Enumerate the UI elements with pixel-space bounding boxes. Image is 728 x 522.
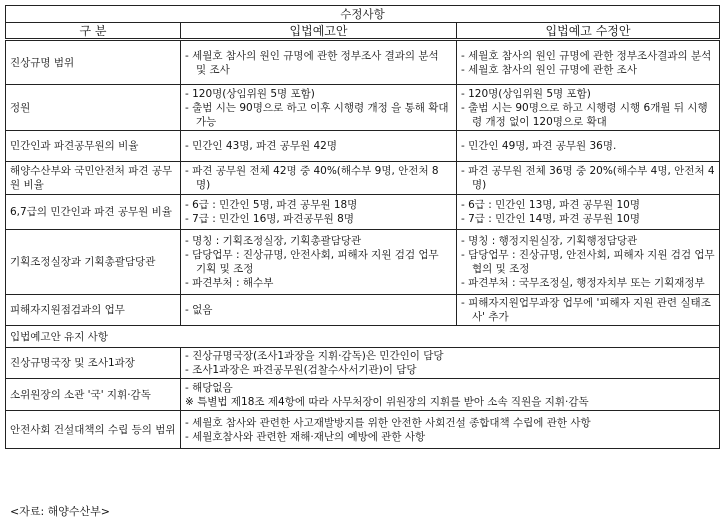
row-content	[181, 348, 720, 379]
header-category: 구 분	[6, 23, 181, 40]
table-row	[6, 162, 720, 195]
source-caption: <자료: 해양수산부>	[10, 505, 111, 518]
list-item: - 6급 : 민간인 13명, 파견 공무원 10명	[461, 199, 641, 211]
list-item: - 민간인 49명, 파견 공무원 36명.	[461, 140, 617, 152]
row-category: 민간인과 파견공무원의 비율	[6, 131, 181, 162]
table-row	[6, 348, 720, 379]
row-category: 기획조정실장과 기획총괄담당관	[6, 230, 181, 295]
row-category: 피해자지원점검과의 업무	[6, 295, 181, 326]
table-row	[6, 411, 720, 449]
row-original	[181, 85, 457, 131]
list-item: - 120명(상임위원 5명 포함)	[461, 87, 591, 100]
list-item: - 세월호참사와 관련한 재해·재난의 예방에 관한 사항	[185, 430, 426, 443]
row-original	[181, 195, 457, 230]
list-item: - 출범 시는 90명으로 하고 시행령 시행 6개월 뒤 시행령 개정 없이 120명으로 확대	[461, 101, 708, 128]
maintained-rows	[6, 348, 720, 449]
table-row	[6, 131, 720, 162]
row-revised	[457, 295, 720, 326]
list-item: - 세월호 참사의 원인 규명에 관한 정부조사결과의 분석	[461, 49, 712, 62]
table-row	[6, 85, 720, 131]
list-item: - 담당업무 : 진상규명, 안전사회, 피해자 지원 검검 업무 기획 및 조정	[185, 249, 439, 275]
comparison-rows	[6, 40, 720, 326]
list-item: - 담당업무 : 진상규명, 안전사회, 피해자 지원 검검 업무 협의 및 조정	[461, 249, 715, 275]
row-revised	[457, 85, 720, 131]
list-item: - 진상규명국장(조사1과장을 지휘·감독)은 민간인이 담당	[185, 350, 444, 362]
list-item: - 120명(상임위원 5명 포함)	[185, 87, 315, 100]
row-original	[181, 230, 457, 295]
list-item: - 6급 : 민간인 5명, 파견 공무원 18명	[185, 199, 358, 211]
comparison-table-wrapper	[5, 5, 719, 449]
row-original	[181, 40, 457, 85]
header-original: 입법예고안	[181, 23, 457, 40]
row-category: 소위원장의 소관 '국' 지휘·감독	[6, 379, 181, 411]
list-item: - 해당없음	[185, 381, 233, 394]
row-original	[181, 162, 457, 195]
list-item: - 피해자지원업무과장 업무에 '피해자 지원 관련 실태조사' 추가	[461, 297, 711, 323]
row-category: 진상규명국장 및 조사1과장	[6, 348, 181, 379]
row-revised	[457, 162, 720, 195]
list-item: - 조사1과장은 파견공무원(검찰수사서기관)이 담당	[185, 364, 417, 376]
row-revised	[457, 131, 720, 162]
list-item: - 민간인 43명, 파견 공무원 42명	[185, 140, 337, 152]
list-item: - 명칭 : 행정지원실장, 기획행정담당관	[461, 235, 638, 247]
row-original	[181, 295, 457, 326]
section-title: 입법예고안 유지 사항	[6, 326, 720, 348]
table-row	[6, 195, 720, 230]
list-item: - 명칭 : 기획조정실장, 기획총괄담당관	[185, 235, 362, 247]
list-item: - 파견 공무원 전체 42명 중 40%(해수부 9명, 안전처 8명)	[185, 165, 439, 191]
table-row	[6, 379, 720, 411]
table-row	[6, 295, 720, 326]
row-revised	[457, 40, 720, 85]
row-category: 안전사회 건설대책의 수립 등의 범위	[6, 411, 181, 449]
row-category: 6,7급의 민간인과 파견 공무원 비율	[6, 195, 181, 230]
row-revised	[457, 195, 720, 230]
row-content	[181, 411, 720, 449]
row-category: 정원	[6, 85, 181, 131]
note-text: ※ 특별법 제18조 제4항에 따라 사무처장이 위원장의 지휘를 받아 소속 직원을 지휘·감독	[185, 395, 589, 408]
row-original	[181, 131, 457, 162]
row-content	[181, 379, 720, 411]
list-item: - 세월호 참사의 원인 규명에 관한 조사	[461, 63, 637, 76]
row-revised	[457, 230, 720, 295]
table-row	[6, 40, 720, 85]
table-title: 수정사항	[6, 6, 720, 23]
row-category: 진상규명 범위	[6, 40, 181, 85]
list-item: - 세월호 참사와 관련한 사고재발방지를 위한 안전한 사회건설 종합대책 수립에 관한 사항	[185, 416, 591, 429]
comparison-table	[5, 5, 720, 449]
list-item: - 세월호 참사의 원인 규명에 관한 정부조사 결과의 분석 및 조사	[185, 49, 439, 76]
list-item: - 파견부처 : 국무조정실, 행정자치부 또는 기획재정부	[461, 277, 705, 289]
list-item: - 출범 시는 90명으로 하고 이후 시행령 개정 을 통해 확대 가능	[185, 101, 449, 128]
list-item: - 파견부처 : 해수부	[185, 277, 274, 289]
list-item: - 7급 : 민간인 14명, 파견 공무원 10명	[461, 213, 641, 225]
header-revised: 입법예고 수정안	[457, 23, 720, 40]
table-row	[6, 230, 720, 295]
list-item: - 없음	[185, 304, 213, 316]
list-item: - 파견 공무원 전체 36명 중 20%(해수부 4명, 안전처 4명)	[461, 165, 715, 191]
list-item: - 7급 : 민간인 16명, 파견공무원 8명	[185, 213, 354, 225]
row-category: 해양수산부와 국민안전처 파견 공무원 비율	[6, 162, 181, 195]
